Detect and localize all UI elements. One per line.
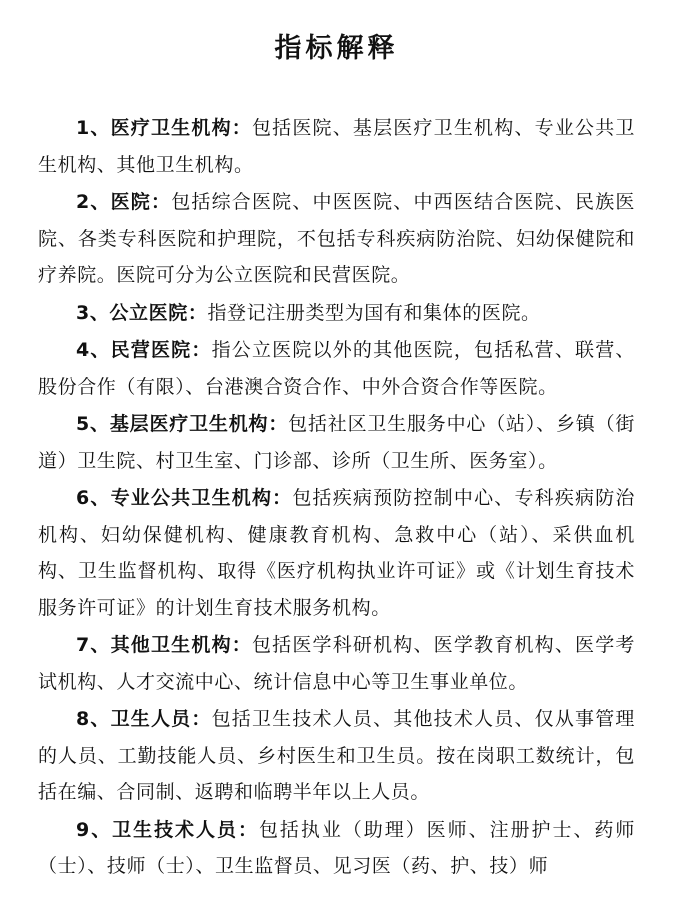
definition-text: 包括医学科研机构、医学教育机构、医学考试机构、人才交流中心、统计信息中心等卫生事业单位。 [38, 634, 635, 693]
definition-number: 2、 [76, 191, 111, 213]
definition-item-3 [38, 295, 635, 332]
definition-text: 包括医院、基层医疗卫生机构、专业公共卫生机构、其他卫生机构。 [38, 117, 635, 176]
definition-number: 4、 [76, 339, 111, 361]
definition-item-9 [38, 812, 635, 885]
definition-number: 5、 [76, 413, 110, 435]
page-title: 指标解释 [274, 33, 399, 64]
definition-number: 8、 [76, 708, 111, 730]
definition-term: 医院： [110, 191, 172, 213]
definition-term: 医疗卫生机构： [110, 117, 252, 139]
definition-item-2 [38, 184, 635, 294]
definition-item-4 [38, 332, 635, 405]
definition-term: 卫生技术人员： [112, 818, 259, 841]
definition-term: 卫生人员： [110, 708, 212, 730]
definition-number: 3、 [76, 301, 110, 324]
definition-text: 包括综合医院、中医医院、中西医结合医院、民族医院、各类专科医院和护理院，不包括专科疾病防治院、妇幼保健院和疗养院。医院可分为公立医院和民营医院。 [38, 191, 635, 286]
definition-text: 指公立医院以外的其他医院，包括私营、联营、股份合作（有限）、台港澳合资合作、中外合资合作等医院。 [38, 339, 635, 398]
definition-item-6 [38, 480, 635, 626]
definition-number: 1、 [76, 117, 111, 139]
definition-number: 7、 [76, 634, 111, 656]
definition-text: 包括社区卫生服务中心（站）、乡镇（街道）卫生院、村卫生室、门诊部、诊所（卫生所、医务室）。 [38, 413, 635, 472]
definition-term: 民营医院： [110, 339, 212, 361]
definition-text: 包括卫生技术人员、其他技术人员、仅从事管理的人员、工勤技能人员、乡村医生和卫生员。按在岗职工数统计，包括在编、合同制、返聘和临聘半年以上人员。 [38, 708, 635, 803]
definition-term: 基层医疗卫生机构： [109, 413, 289, 435]
definition-item-8 [38, 701, 635, 811]
definition-item-5 [38, 406, 635, 479]
definition-text: 包括执业（助理）医师、注册护士、药师（士）、技师（士）、卫生监督员、见习医（药、护、技）师 [38, 818, 635, 877]
definition-term: 其他卫生机构： [110, 634, 252, 656]
definition-text: 包括疾病预防控制中心、专科疾病防治机构、妇幼保健机构、健康教育机构、急救中心（站）、采供血机构、卫生监督机构、取得《医疗机构执业许可证》或《计划生育技术服务许可证》的计划生育技术服务机构。 [38, 487, 636, 619]
definition-text: 指登记注册类型为国有和集体的医院。 [207, 301, 541, 324]
definition-item-1 [38, 110, 635, 183]
definition-item-7 [38, 627, 635, 700]
definition-term: 公立医院： [109, 301, 208, 324]
definition-term: 专业公共卫生机构： [110, 487, 293, 509]
definition-number: 9、 [76, 818, 113, 841]
definitions-list [38, 110, 635, 886]
definition-number: 6、 [76, 487, 111, 509]
